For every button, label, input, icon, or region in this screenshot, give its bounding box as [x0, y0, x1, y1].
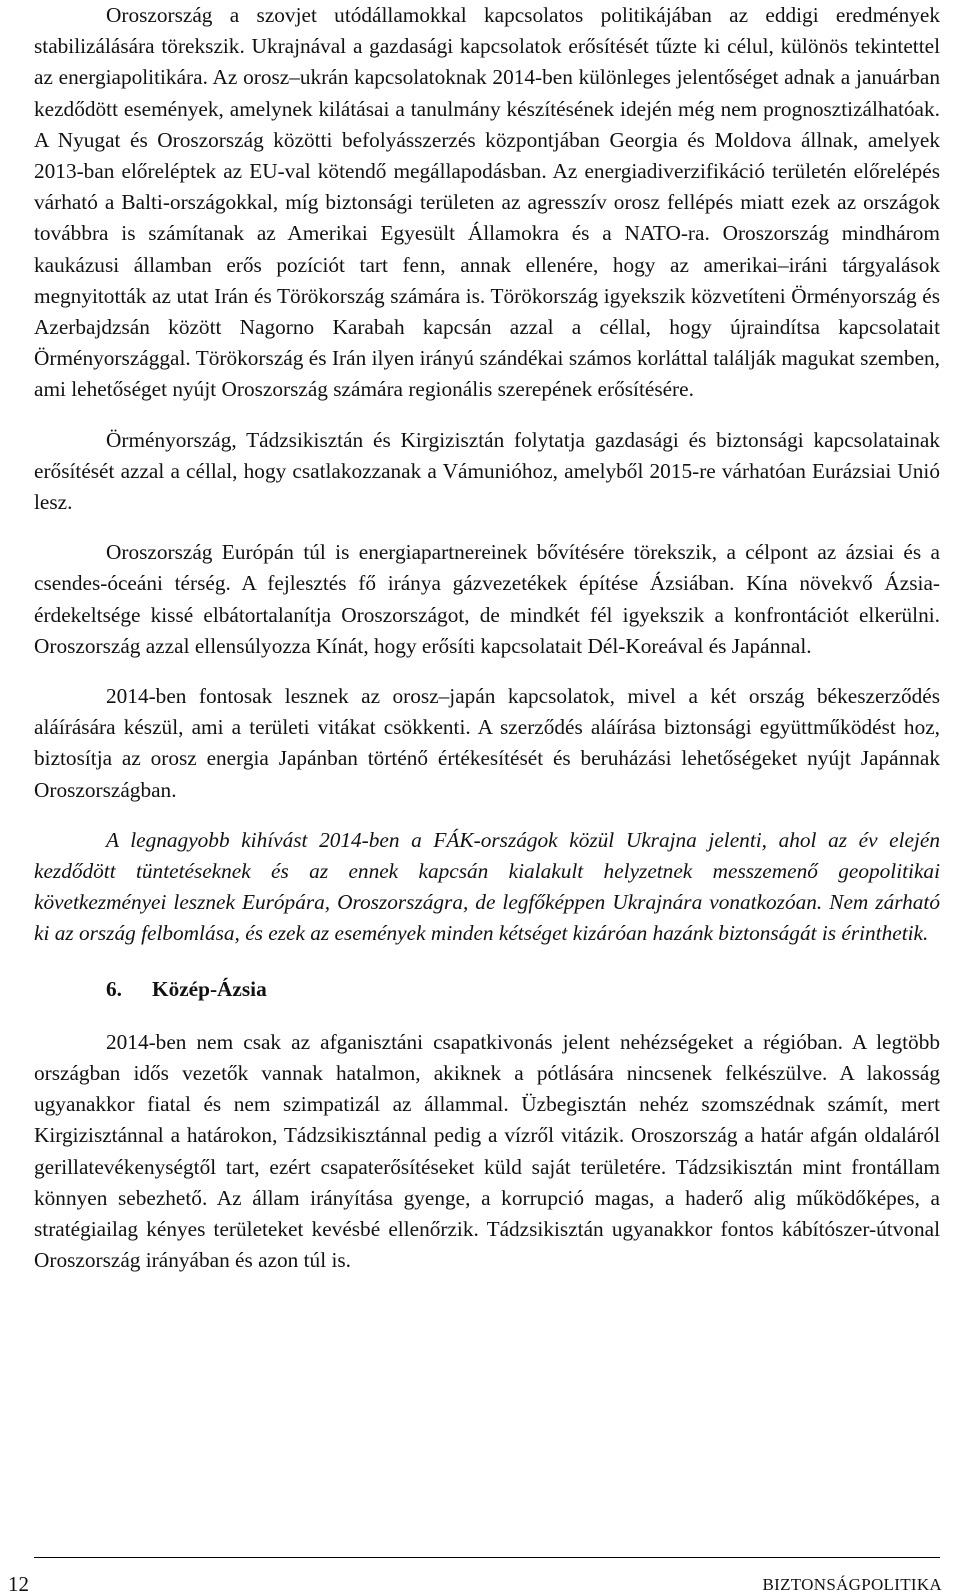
footer-divider	[34, 1557, 940, 1558]
paragraph-central-asia: 2014-ben nem csak az afganisztáni csapatkivonás jelent nehézségeket a régióban. A legtöbb országban idős vezetők vannak hatalmon, akiknek a pótlására nincsenek felkészülve. A lakosság ugyanakkor fiatal és nem szimpatizál az állammal. Üzbegisztán nehéz szomszédnak számít, mert Kirgizisztánnal a határokon, Tádzsikisztánnal pedig a vízről vitázik. Oroszország a határ afgán oldaláról gerillatevékenységtől tart, ezért csapaterősítéseket küld saját területére. Tádzsikisztán mint frontállam könnyen sebezhető. Az állam irányítása gyenge, a korrupció magas, a haderő alig működőképes, a stratégiailag kényes területeket kevésbé ellenőrzik. Tádzsikisztán ugyanakkor fontos kábítószer-útvonal Oroszország irányában és azon túl is.	[34, 1029, 940, 1273]
paragraph-customs-union: Örményország, Tádzsikisztán és Kirgizisztán folytatja gazdasági és biztonsági kapcsolatainak erősítését azzal a céllal, hogy csatlakozzanak a Vámunióhoz, amelyből 2015-re várhatóan Eurázsiai Unió lesz.	[34, 427, 940, 515]
paragraph-asia-energy: Oroszország Európán túl is energiapartnereinek bővítésére törekszik, a célpont az ázsiai és a csendes-óceáni térség. A fejlesztés fő iránya gázvezetékek építése Ázsiában. Kína növekvő Ázsia-érdekeltsége kissé elbátortalanítja Oroszországot, de mindkét fél igyekszik a konfrontációt elkerülni. Oroszország azzal ellensúlyozza Kínát, hogy erősíti kapcsolatait Dél-Koreával és Japánnal.	[34, 540, 940, 658]
footer-publication-title: BIZTONSÁGPOLITIKA	[762, 1575, 942, 1594]
paragraph-russia-japan: 2014-ben fontosak lesznek az orosz–japán kapcsolatok, mivel a két ország békeszerződés aláírására készül, ami a területi vitákat csökkenti. A szerződés aláírása biztonsági együttműködést hoz, biztosítja az orosz energia Japánban történő értékesítését és beruházási lehetőségeket nyújt Japánnak Oroszországban.	[34, 684, 940, 802]
section-heading	[34, 974, 940, 1005]
footer-page-number: 12	[8, 1572, 29, 1596]
page-footer	[0, 1557, 960, 1596]
section-number: 6.	[106, 976, 122, 1001]
paragraph-russia-post-soviet: Oroszország a szovjet utódállamokkal kapcsolatos politikájában az eddigi eredmények stabilizálására törekszik. Ukrajnával a gazdasági kapcsolatok erősítését tűzte ki célul, különös tekintettel az energiapolitikára. Az orosz–ukrán kapcsolatoknak 2014-ben különleges jelentőséget adnak a januárban kezdődött események, amelynek kilátásai a tanulmány készítésének idején még nem prognosztizálhatóak. A Nyugat és Oroszország közötti befolyásszerzés központjában Georgia és Moldova állnak, amelyek 2013-ban előreléptek az EU-val kötendő megállapodásban. Az energiadiverzifikáció területén előrelépés várható a Balti-országokkal, míg biztonsági területen az agresszív orosz fellépés miatt ezek az országok továbbra is számítanak az Amerikai Egyesült Államokra és a NATO-ra. Oroszország mindhárom kaukázusi államban erős pozíciót tart fenn, annak ellenére, hogy az amerikai–iráni tárgyalások megnyitották az utat Irán és Törökország számára is. Törökország igyekszik közvetíteni Örményország és Azerbajdzsán között Nagorno Karabah kapcsán azzal a céllal, hogy újraindítsa kapcsolatait Örményországgal. Törökország és Irán ilyen irányú szándékai számos korláttal találják magukat szemben, ami lehetőséget nyújt Oroszország számára regionális szerepének erősítésére.	[34, 3, 940, 402]
document-page	[34, 0, 940, 1276]
paragraph-ukraine-challenge: A legnagyobb kihívást 2014-ben a FÁK-országok közül Ukrajna jelenti, ahol az év elején kezdődött tüntetéseknek és az ennek kapcsán kialakult helyzetnek messzemenő geopolitikai következményei lesznek Európára, Oroszországra, de legfőképpen Ukrajnára vonatkozóan. Nem zárható ki az ország felbomlása, és ezek az események minden kétséget kizáróan hazánk biztonságát is érinthetik.	[34, 827, 940, 946]
section-title: Közép-Ázsia	[152, 976, 267, 1001]
